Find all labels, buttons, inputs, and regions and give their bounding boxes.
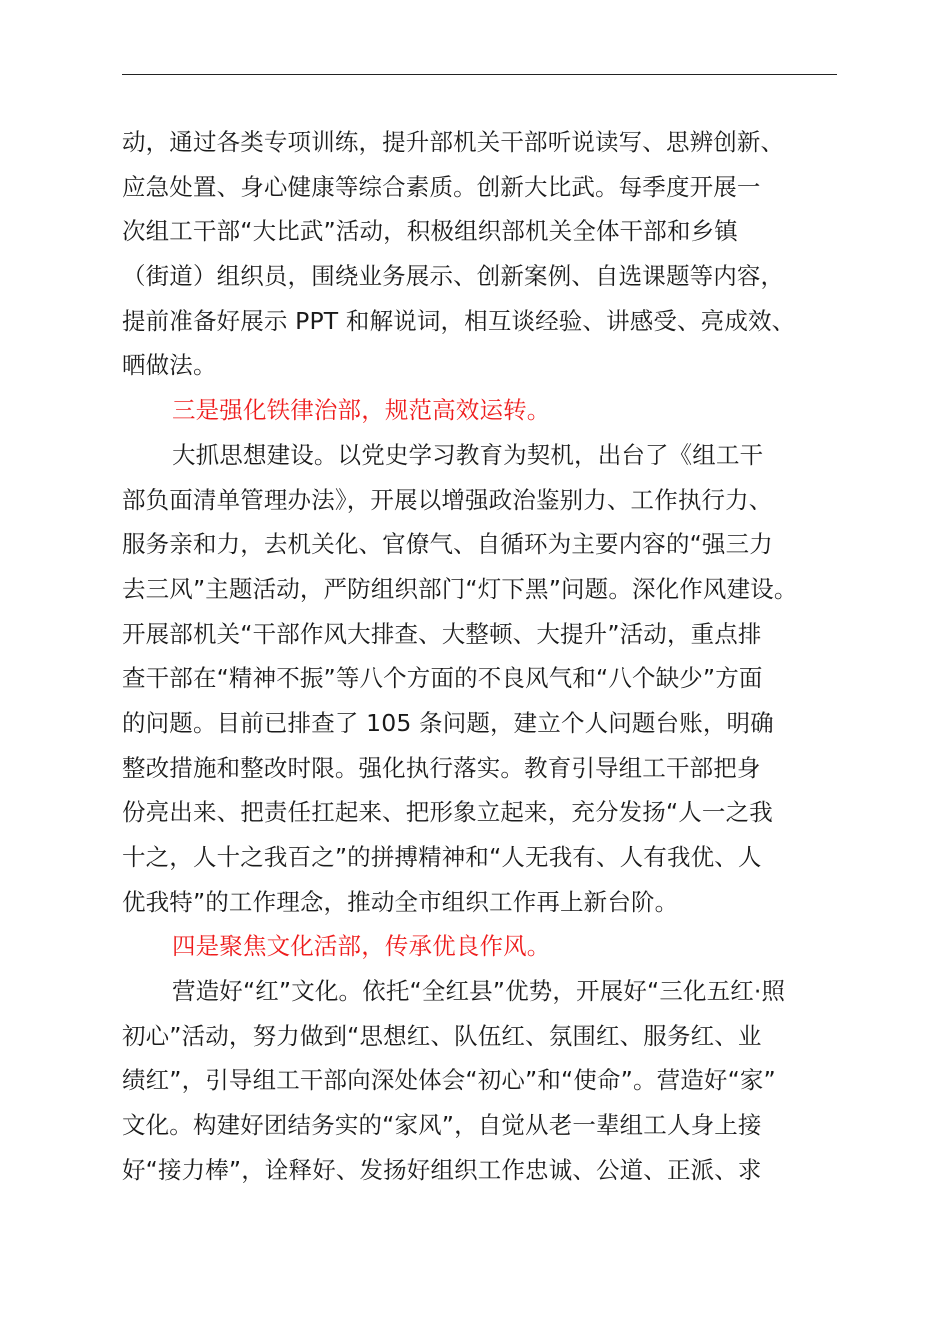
- body-text-line: 的问题。目前已排查了 105 条问题，建立个人问题台账，明确: [122, 708, 774, 737]
- body-text-line: 去三风”主题活动，严防组织部门“灯下黑”问题。深化作风建设。: [122, 574, 798, 603]
- body-text-line: 提前准备好展示 PPT 和解说词，相互谈经验、讲感受、亮成效、: [122, 306, 796, 335]
- body-text-line: 动，通过各类专项训练，提升部机关干部听说读写、思辨创新、: [122, 128, 785, 156]
- body-text-line: 大抓思想建设。以党史学习教育为契机，出台了《组工干: [172, 440, 764, 469]
- body-text-line: 初心”活动，努力做到“思想红、队伍红、氛围红、服务红、业: [122, 1021, 762, 1050]
- body-text-line: 份亮出来、把责任扛起来、把形象立起来，充分发扬“人一之我: [122, 798, 773, 827]
- body-text-line: 优我特”的工作理念，推动全市组织工作再上新台阶。: [122, 887, 679, 916]
- body-text-line: 部负面清单管理办法》，开展以增强政治鉴别力、工作执行力、: [122, 485, 773, 514]
- body-text-line: （街道）组织员，围绕业务展示、创新案例、自选课题等内容，: [122, 262, 785, 291]
- body-text-line: 晒做法。: [122, 351, 217, 380]
- header-rule: [122, 74, 837, 75]
- body-text-line: 十之，人十之我百之”的拼搏精神和“人无我有、人有我优、人: [122, 843, 762, 871]
- body-text-line: 整改措施和整改时限。强化执行落实。教育引导组工干部把身: [122, 753, 761, 782]
- body-text-line: 次组工干部“大比武”活动，积极组织部机关全体干部和乡镇: [122, 217, 738, 246]
- document-body: [122, 120, 862, 1193]
- body-text-line: 应急处置、身心健康等综合素质。创新大比武。每季度开展一: [122, 172, 761, 201]
- body-text-line: 查干部在“精神不振”等八个方面的不良风气和“八个缺少”方面: [122, 664, 763, 693]
- section-heading: 四是聚焦文化活部，传承优良作风。: [172, 932, 551, 961]
- body-text-line: 服务亲和力，去机关化、官僚气、自循环为主要内容的“强三力: [122, 530, 773, 559]
- body-text-line: 绩红”，引导组工干部向深处体会“初心”和“使命”。营造好“家”: [122, 1066, 776, 1095]
- body-text-line: 营造好“红”文化。依托“全红县”优势，开展好“三化五红·照: [172, 977, 786, 1006]
- body-text-line: 好“接力棒”，诠释好、发扬好组织工作忠诚、公道、正派、求: [122, 1155, 762, 1184]
- body-text-line: 开展部机关“干部作风大排查、大整顿、大提升”活动，重点排: [122, 619, 762, 648]
- section-heading: 三是强化铁律治部，规范高效运转。: [172, 396, 551, 425]
- body-text-line: 文化。构建好团结务实的“家风”，自觉从老一辈组工人身上接: [122, 1111, 762, 1140]
